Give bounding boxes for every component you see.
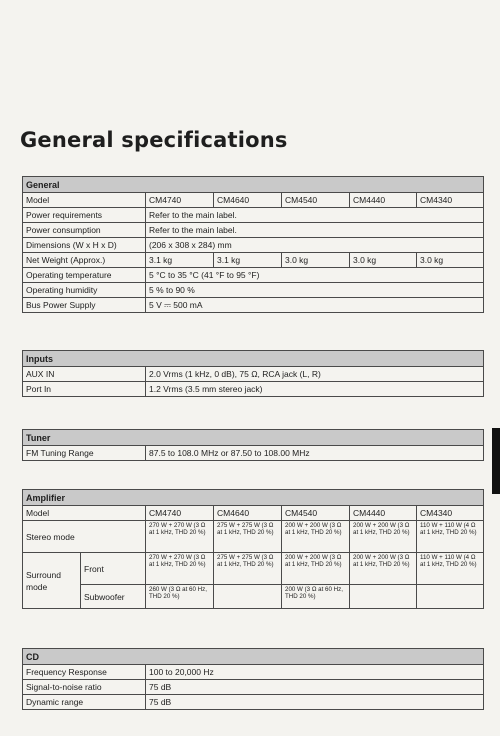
inputs-header: Inputs	[23, 351, 484, 367]
power-cell	[214, 585, 282, 609]
power-cell: 260 W (3 Ω at 60 Hz, THD 20 %)	[146, 585, 214, 609]
power-cell: 275 W + 275 W (3 Ω at 1 kHz, THD 20 %)	[214, 521, 282, 553]
row-value: 5 °C to 35 °C (41 °F to 95 °F)	[146, 268, 484, 283]
row-value: (206 x 308 x 284) mm	[146, 238, 484, 253]
table-row	[23, 298, 484, 313]
power-cell: 270 W + 270 W (3 Ω at 1 kHz, THD 20 %)	[146, 521, 214, 553]
row-value: 100 to 20,000 Hz	[146, 665, 484, 680]
row-label: AUX IN	[23, 367, 146, 382]
row-label: Stereo mode	[23, 521, 146, 553]
table-row	[23, 268, 484, 283]
row-value: 87.5 to 108.0 MHz or 87.50 to 108.00 MHz	[146, 446, 484, 461]
weight-cell: 3.0 kg	[417, 253, 484, 268]
weight-cell: 3.0 kg	[282, 253, 350, 268]
table-row	[23, 223, 484, 238]
row-label: FM Tuning Range	[23, 446, 146, 461]
row-value: 1.2 Vrms (3.5 mm stereo jack)	[146, 382, 484, 397]
model-cell: CM4440	[350, 506, 417, 521]
cd-header: CD	[23, 649, 484, 665]
power-cell: 200 W + 200 W (3 Ω at 1 kHz, THD 20 %)	[282, 521, 350, 553]
row-label: Signal-to-noise ratio	[23, 680, 146, 695]
row-label: Dynamic range	[23, 695, 146, 710]
power-cell: 110 W + 110 W (4 Ω at 1 kHz, THD 20 %)	[417, 553, 484, 585]
row-value: 5 % to 90 %	[146, 283, 484, 298]
table-row	[23, 695, 484, 710]
table-row	[23, 208, 484, 223]
row-value: 5 V ⎓ 500 mA	[146, 298, 484, 313]
model-cell: CM4340	[417, 193, 484, 208]
table-row	[23, 367, 484, 382]
page-title: General specifications	[20, 128, 288, 152]
row-label: Surround mode	[23, 553, 81, 609]
tuner-header: Tuner	[23, 430, 484, 446]
row-label: Model	[23, 193, 146, 208]
side-thumb-tab	[492, 428, 500, 494]
table-row	[23, 585, 484, 609]
row-label: Port In	[23, 382, 146, 397]
power-cell	[417, 585, 484, 609]
row-label: Operating humidity	[23, 283, 146, 298]
row-label: Power consumption	[23, 223, 146, 238]
model-cell: CM4740	[146, 193, 214, 208]
row-value: 75 dB	[146, 695, 484, 710]
row-label: Operating temperature	[23, 268, 146, 283]
table-row	[23, 382, 484, 397]
table-row	[23, 193, 484, 208]
model-cell: CM4440	[350, 193, 417, 208]
weight-cell: 3.0 kg	[350, 253, 417, 268]
row-label: Power requirements	[23, 208, 146, 223]
row-label: Model	[23, 506, 146, 521]
general-header: General	[23, 177, 484, 193]
tuner-spec-table	[22, 429, 484, 461]
general-spec-table	[22, 176, 484, 313]
table-row	[23, 446, 484, 461]
power-cell: 200 W + 200 W (3 Ω at 1 kHz, THD 20 %)	[350, 521, 417, 553]
row-value: Refer to the main label.	[146, 223, 484, 238]
table-row	[23, 283, 484, 298]
row-label: Net Weight (Approx.)	[23, 253, 146, 268]
table-row	[23, 665, 484, 680]
power-cell: 110 W + 110 W (4 Ω at 1 kHz, THD 20 %)	[417, 521, 484, 553]
table-row	[23, 521, 484, 553]
table-row	[23, 553, 484, 585]
row-label: Frequency Response	[23, 665, 146, 680]
row-value: Refer to the main label.	[146, 208, 484, 223]
model-cell: CM4540	[282, 506, 350, 521]
row-sublabel: Subwoofer	[81, 585, 146, 609]
row-value: 75 dB	[146, 680, 484, 695]
model-cell: CM4740	[146, 506, 214, 521]
model-cell: CM4540	[282, 193, 350, 208]
row-label: Bus Power Supply	[23, 298, 146, 313]
row-sublabel: Front	[81, 553, 146, 585]
weight-cell: 3.1 kg	[146, 253, 214, 268]
inputs-spec-table	[22, 350, 484, 397]
cd-spec-table	[22, 648, 484, 710]
power-cell: 270 W + 270 W (3 Ω at 1 kHz, THD 20 %)	[146, 553, 214, 585]
model-cell: CM4640	[214, 193, 282, 208]
weight-cell: 3.1 kg	[214, 253, 282, 268]
table-row	[23, 680, 484, 695]
power-cell: 200 W + 200 W (3 Ω at 1 kHz, THD 20 %)	[282, 553, 350, 585]
power-cell: 200 W (3 Ω at 60 Hz, THD 20 %)	[282, 585, 350, 609]
amplifier-header: Amplifier	[23, 490, 484, 506]
table-row	[23, 253, 484, 268]
table-row	[23, 506, 484, 521]
row-value: 2.0 Vrms (1 kHz, 0 dB), 75 Ω, RCA jack (L, R)	[146, 367, 484, 382]
power-cell: 275 W + 275 W (3 Ω at 1 kHz, THD 20 %)	[214, 553, 282, 585]
table-row	[23, 238, 484, 253]
amplifier-spec-table	[22, 489, 484, 609]
model-cell: CM4640	[214, 506, 282, 521]
power-cell: 200 W + 200 W (3 Ω at 1 kHz, THD 20 %)	[350, 553, 417, 585]
power-cell	[350, 585, 417, 609]
model-cell: CM4340	[417, 506, 484, 521]
row-label: Dimensions (W x H x D)	[23, 238, 146, 253]
